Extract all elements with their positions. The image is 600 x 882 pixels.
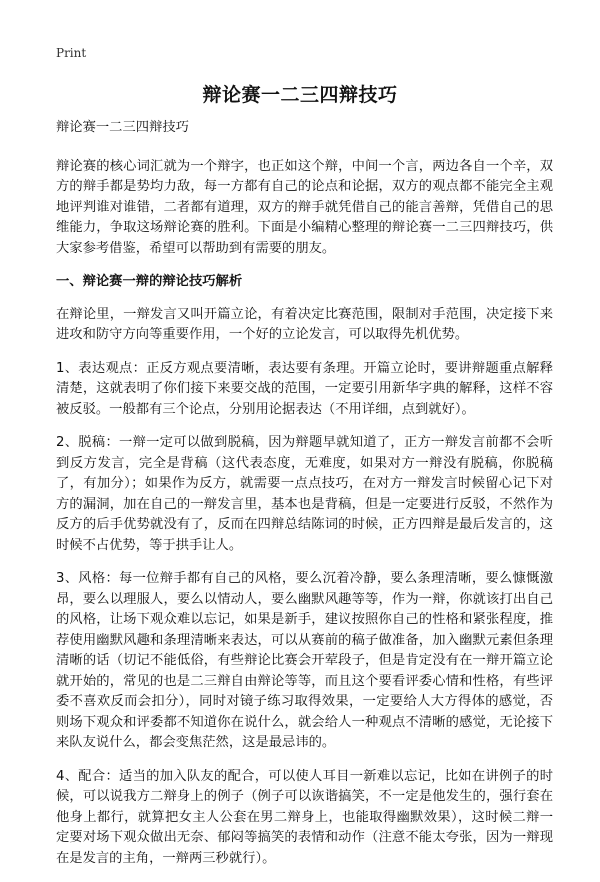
print-link[interactable]: Print [56,46,87,60]
document-subtitle: 辩论赛一二三四辩技巧 [56,120,189,135]
point-expression-paragraph: 1、表达观点：正反方观点要清晰，表达要有条理。开篇立论时，要讲辩题重点解释清楚，这就表明了你们接下来要交战的范围，一定要引用新华字典的解释，这样不容被反驳。一般都有三个论点，分别用论据表达（不用详细，点到就好）。 [56,360,553,417]
section-heading: 一、辩论赛一辩的辩论技巧解析 [56,274,243,289]
point-offscript-paragraph: 2、脱稿：一辩一定可以做到脱稿，因为辩题早就知道了，正方一辩发言前都不会听到反方发言，完全是背稿（这代表态度，无难度，如果对方一辩没有脱稿，你脱稿了，有加分）；如果作为反方，就需要一点点技巧，在对方一辩发言时候留心记下对方的漏洞，加在自己的一辩发言里，基本也是背稿，但是一定要进行反驳，不然作为反方的后手优势就没有了，反而在四辩总结陈词的时候，正方四辩是最后发言的，这时候不占优势，等于拱手让人。 [56,435,553,553]
point-style-paragraph: 3、风格：每一位辩手都有自己的风格，要么沉着冷静，要么条理清晰，要么慷慨激昂，要么以理服人，要么以情动人，要么幽默风趣等等，作为一辩，你就该打出自己的风格，让场下观众难以忘记，如果是新手，建议按照你自己的性格和紧张程度，推荐使用幽默风趣和条理清晰来表达，可以从赛前的稿子做准备，加入幽默元素但条理清晰的话（切记不能低俗，有些辩论比赛会开荤段子，但是肯定没有在一辩开篇立论就开始的，常见的也是二三辩自由辩论等等，而且这个要看评委心情和性格，有些评委不喜欢反而会扣分），同时对镜子练习取得效果，一定要给人大方得体的感觉，否则场下观众和评委都不知道你在说什么，就会给人一种观点不清晰的感觉，无论接下来队友说什么，都会变焦茫然，这是最忌讳的。 [56,571,553,750]
point-cooperation-paragraph: 4、配合：适当的加入队友的配合，可以使人耳目一新难以忘记，比如在讲例子的时候，可以说我方二辩身上的例子（例子可以诙谐搞笑，不一定是他发生的，强行套在他身上都行，就算把女主人公套在男二辩身上，也能取得幽默效果），这时候二辩一定要对场下观众做出无奈、郁闷等搞笑的表情和动作（注意不能太夸张，因为一辩现在是发言的主角，一辩两三秒就行）。 [56,768,553,866]
document-title: 辩论赛一二三四辩技巧 [202,84,398,106]
intro-paragraph: 辩论赛的核心词汇就为一个辩字，也正如这个辩，中间一个言，两边各自一个辛，双方的辩手都是势均力敌，每一方都有自己的论点和论据，双方的观点都不能完全主观地评判谁对谁错，二者都有道理，双方的辩手就凭借自己的能言善辩，凭借自己的思维能力，争取这场辩论赛的胜利。下面是小编精心整理的辩论赛一二三四辩技巧，供大家参考借鉴，希望可以帮助到有需要的朋友。 [56,158,553,256]
section-intro-paragraph: 在辩论里，一辩发言又叫开篇立论，有着决定比赛范围，限制对手范围，决定接下来进攻和防守方向等重要作用，一个好的立论发言，可以取得先机优势。 [56,306,553,342]
document-body [56,118,553,882]
